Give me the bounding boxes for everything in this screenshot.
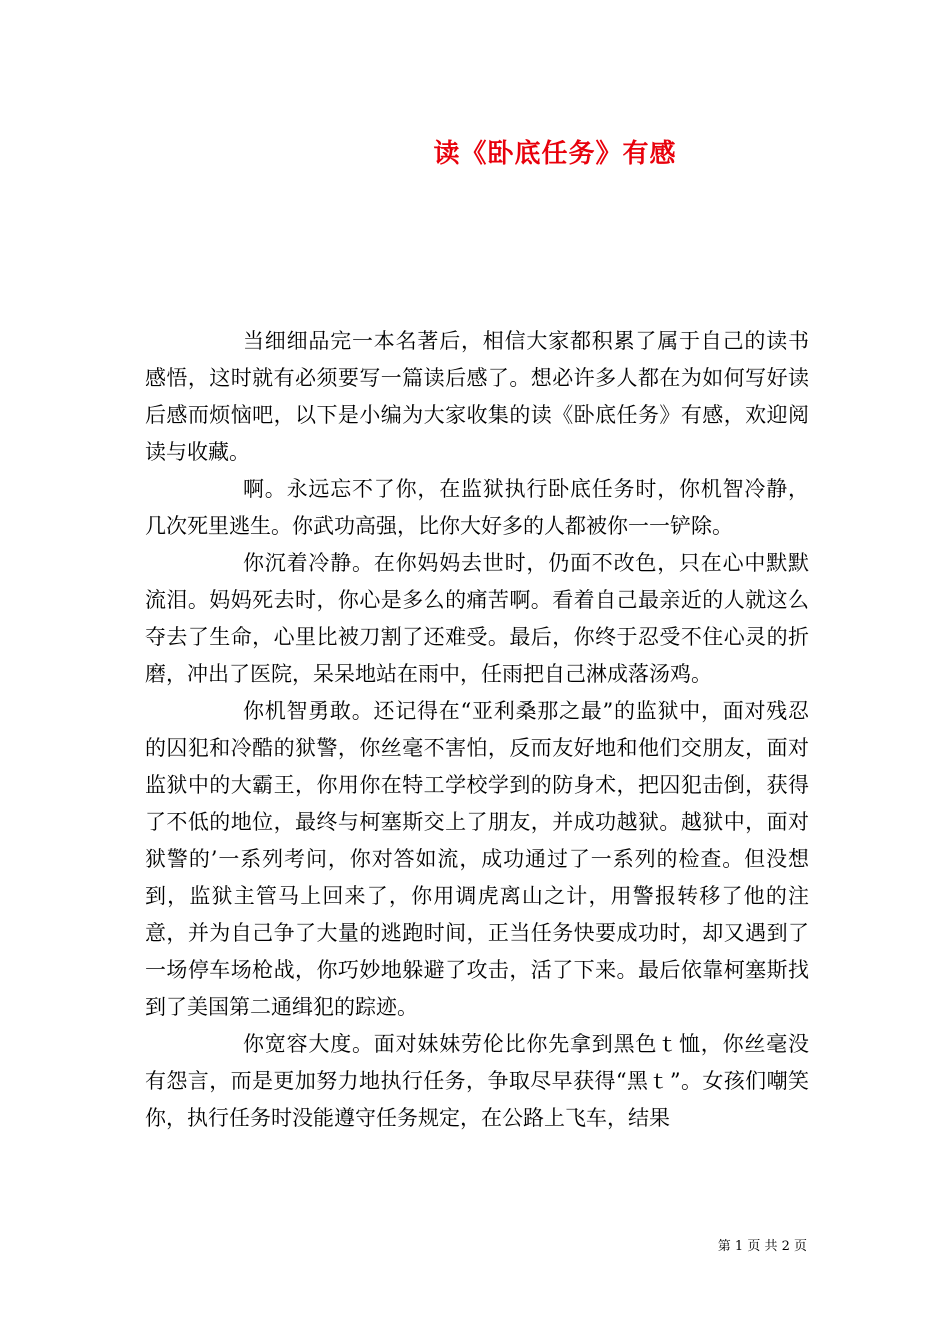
paragraph-intro: 当细细品完一本名著后，相信大家都积累了属于自己的读书感悟，这时就有必须要写一篇读后感了。想必许多人都在为如何写好读后感而烦恼吧，以下是小编为大家收集的读《卧底任务》有感，欢迎阅读与收藏。 xyxy=(145,329,809,464)
paragraph-5: 你宽容大度。面对妹妹劳伦比你先拿到黑色ｔ恤，你丝毫没有怨言，而是更加努力地执行任务，争取尽早获得“黑ｔ”。女孩们嘲笑你，执行任务时没能遵守任务规定，在公路上飞车，结果 xyxy=(145,1032,809,1130)
paragraph-3: 你沉着冷静。在你妈妈去世时，仍面不改色，只在心中默默流泪。妈妈死去时，你心是多么的痛苦啊。看着自己最亲近的人就这么夺去了生命，心里比被刀割了还难受。最后，你终于忍受不住心灵的折磨，冲出了医院，呆呆地站在雨中，任雨把自己淋成落汤鸡。 xyxy=(145,551,809,686)
page-number-footer: 第 1 页 共 2 页 xyxy=(717,1239,807,1254)
paragraph-2: 啊。永远忘不了你，在监狱执行卧底任务时，你机智冷静，几次死里逃生。你武功高强，比你大好多的人都被你一一铲除。 xyxy=(145,477,809,538)
document-title: 读《卧底任务》有感 xyxy=(433,139,677,169)
paragraph-4: 你机智勇敢。还记得在“亚利桑那之最”的监狱中，面对残忍的囚犯和冷酷的狱警，你丝毫不害怕，反而友好地和他们交朋友，面对监狱中的大霸王，你用你在特工学校学到的防身术，把囚犯击倒，获得了不低的地位，最终与柯塞斯交上了朋友，并成功越狱。越狱中，面对狱警的’一系列考问，你对答如流，成功通过了一系列的检查。但没想到，监狱主管马上回来了，你用调虎离山之计，用警报转移了他的注意，并为自己争了大量的逃跑时间，正当任务快要成功时，却又遇到了一场停车场枪战，你巧妙地躲避了攻击，活了下来。最后依靠柯塞斯找到了美国第二通缉犯的踪迹。 xyxy=(145,699,809,1019)
document-body xyxy=(145,323,809,1137)
